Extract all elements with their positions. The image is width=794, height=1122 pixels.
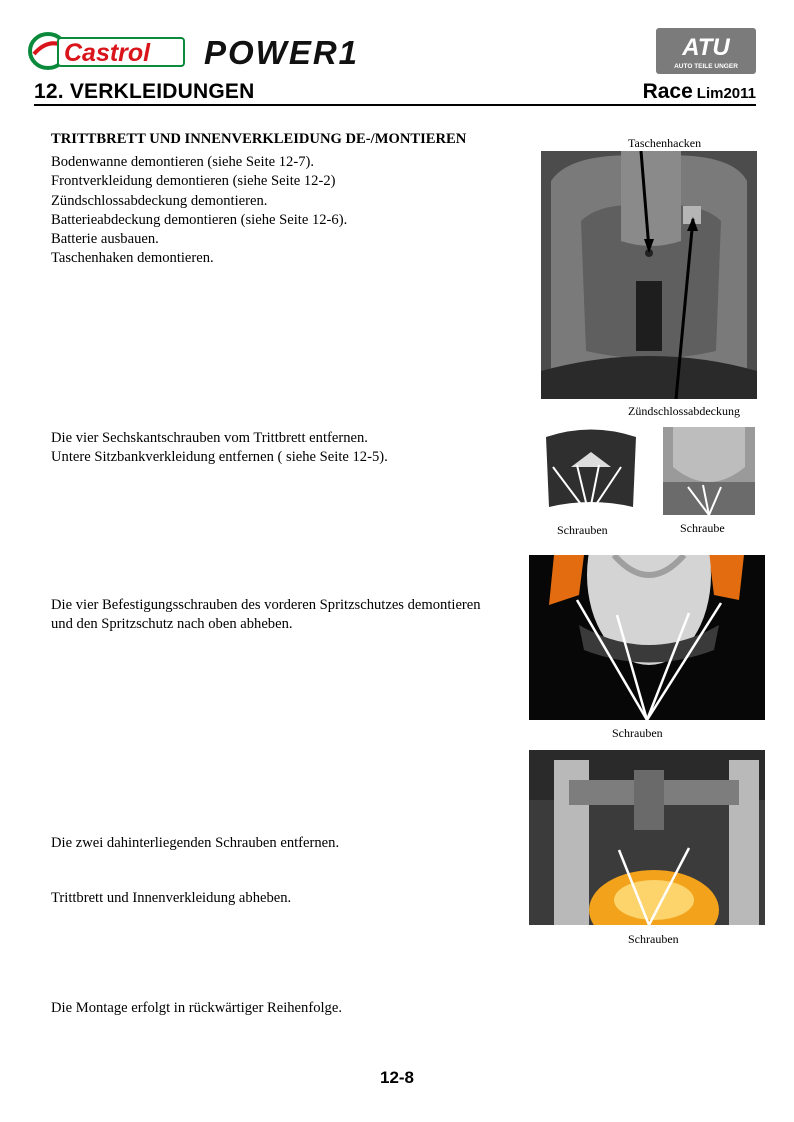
footboard-screws-photo xyxy=(541,427,641,515)
step-item: Zündschlossabdeckung demontieren. xyxy=(51,192,268,209)
header-divider xyxy=(34,104,756,106)
inner-panel-photo xyxy=(541,151,757,399)
castrol-logo-text: Castrol xyxy=(64,39,151,67)
photo-caption: Taschenhacken xyxy=(628,136,702,150)
step-item: Batterieabdeckung demontieren (siehe Seite 12-6). xyxy=(51,211,348,228)
atu-logo-text: ATU xyxy=(682,34,730,61)
photo-caption: Schrauben xyxy=(628,932,679,946)
step-item: Bodenwanne demontieren (siehe Seite 12-7). xyxy=(51,154,315,170)
power1-logo xyxy=(202,34,387,70)
page-number: 12-8 xyxy=(379,1068,415,1087)
photo-caption: Schraube xyxy=(680,521,725,535)
step-item: Frontverkleidung demontieren (siehe Seite 12-2) xyxy=(51,173,336,190)
photo-caption: Schrauben xyxy=(612,726,663,740)
step-paragraph: Trittbrett und Innenverkleidung abheben. xyxy=(51,890,292,906)
power1-logo-text: POWER1 xyxy=(204,34,360,70)
atu-logo-subtext: AUTO TEILE UNGER xyxy=(674,63,738,70)
castrol-logo xyxy=(28,30,188,72)
atu-logo xyxy=(656,28,756,74)
step-item: Taschenhaken demontieren. xyxy=(51,250,214,267)
step-item: Batterie ausbauen. xyxy=(51,231,159,248)
model-year: Lim2011 xyxy=(696,85,756,102)
seat-cover-screw-photo xyxy=(663,427,755,515)
step-paragraph: Die vier Befestigungsschrauben des vorderen Spritzschutzes demontieren xyxy=(51,597,481,613)
photo-caption: Schrauben xyxy=(557,523,608,537)
front-fender-photo xyxy=(529,555,765,720)
step-paragraph: Untere Sitzbankverkleidung entfernen ( siehe Seite 12-5). xyxy=(51,449,388,465)
step-list xyxy=(51,153,347,269)
step-paragraph: und den Spritzschutz nach oben abheben. xyxy=(51,616,293,632)
step-paragraph: Die zwei dahinterliegenden Schrauben entfernen. xyxy=(51,835,340,851)
photo-caption: Zündschlossabdeckung xyxy=(628,404,740,418)
model-label xyxy=(643,80,756,104)
procedure-heading: TRITTBRETT UND INNENVERKLEIDUNG DE-/MONTIEREN xyxy=(51,131,467,147)
step-paragraph: Die vier Sechskantschrauben vom Trittbrett entfernen. xyxy=(51,430,368,446)
fork-screws-photo xyxy=(529,750,765,925)
model-name: Race xyxy=(642,80,693,103)
step-paragraph: Die Montage erfolgt in rückwärtiger Reihenfolge. xyxy=(51,1000,342,1016)
section-title: 12. VERKLEIDUNGEN xyxy=(34,80,255,103)
